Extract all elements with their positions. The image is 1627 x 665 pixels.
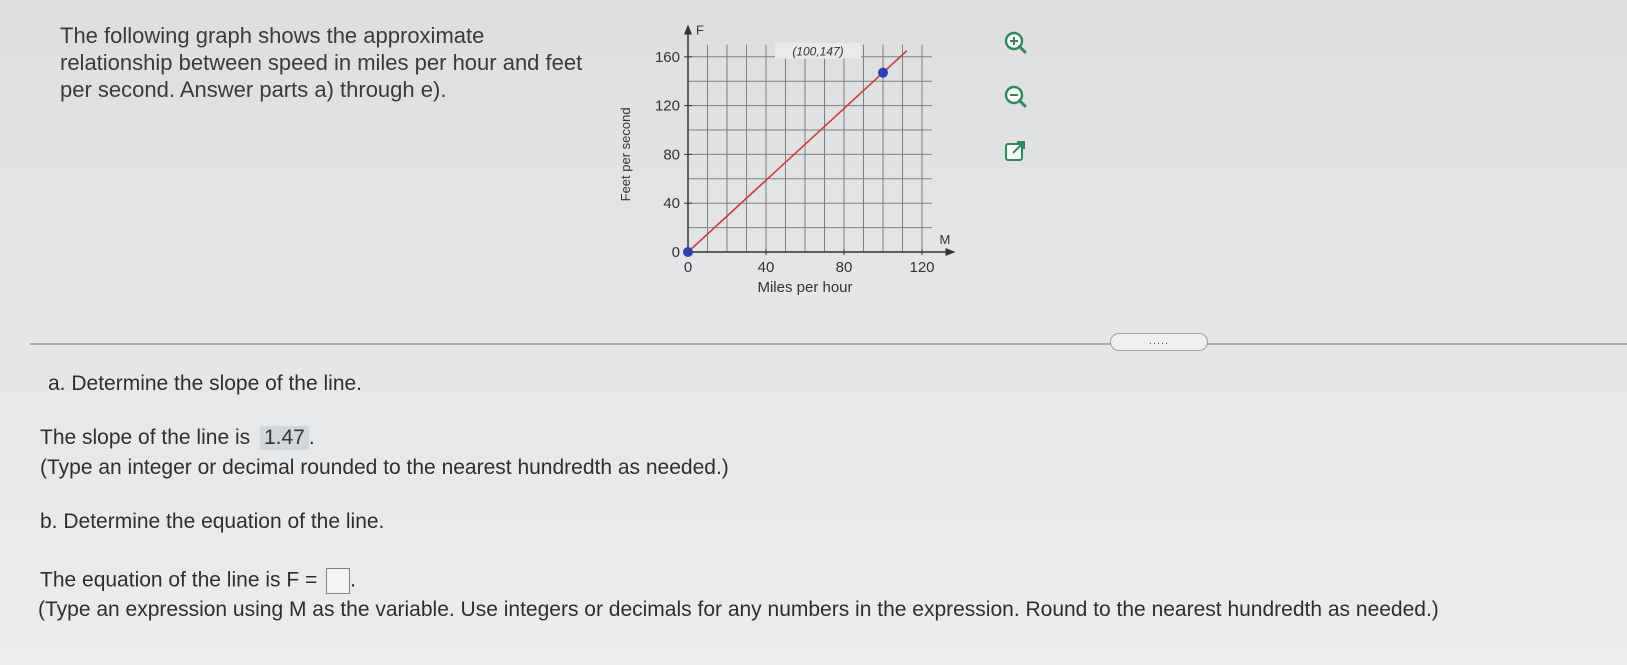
part-b-answer-suffix: . [350,568,356,592]
y-tick-label: 120 [654,97,680,115]
equation-answer-field[interactable] [326,568,350,594]
point-label: (100,147) [792,44,844,59]
y-axis-arrow [684,25,692,35]
zoom-in-icon[interactable] [1000,28,1030,58]
data-point [878,68,888,78]
part-b-heading: b. Determine the equation of the line. [40,510,385,533]
part-a-answer-suffix: . [308,426,315,449]
part-a-answer-prefix: The slope of the line is [40,426,251,449]
part-a-heading: a. Determine the slope of the line. [48,372,363,395]
x-axis-letter: M [939,232,951,247]
part-b-instruction: (Type an expression using M as the variable. Use integers or decimals for any numbers in the expression. Round to the nearest hundredth as needed.) [38,598,1439,621]
y-axis-title: Feet per second [618,107,633,202]
open-in-new-window-icon[interactable] [1000,136,1030,166]
problem-line: The following graph shows the approximate [60,23,485,48]
slope-answer-field[interactable]: 1.47 [260,426,309,450]
graph [600,14,1020,324]
problem-line: per second. Answer parts a) through e). [60,77,447,102]
x-tick-label: 80 [835,259,853,276]
problem-line: relationship between speed in miles per hour and feet [60,50,583,75]
y-tick-label: 40 [663,195,680,213]
x-axis-title: Miles per hour [757,279,853,296]
graph-tools [1000,28,1040,190]
part-a-instruction: (Type an integer or decimal rounded to the nearest hundredth as needed.) [40,456,729,479]
x-tick-label: 120 [909,259,935,276]
part-b-answer-line [40,568,356,594]
x-tick-label: 40 [757,259,775,276]
expand-more-button[interactable]: ..... [1110,333,1208,351]
y-tick-label: 0 [671,244,680,261]
section-divider [30,343,1627,345]
y-tick-label: 80 [663,146,680,164]
x-tick-label: 0 [683,259,693,276]
x-axis-arrow [946,248,956,256]
y-axis-letter: F [696,22,704,38]
zoom-out-icon[interactable] [1000,82,1030,112]
data-point [683,247,693,257]
part-b-answer-prefix: The equation of the line is F = [40,568,318,592]
chart-svg [600,14,1020,324]
part-a-answer-line [40,426,315,450]
y-tick-label: 160 [654,48,680,66]
problem-statement [60,22,620,103]
